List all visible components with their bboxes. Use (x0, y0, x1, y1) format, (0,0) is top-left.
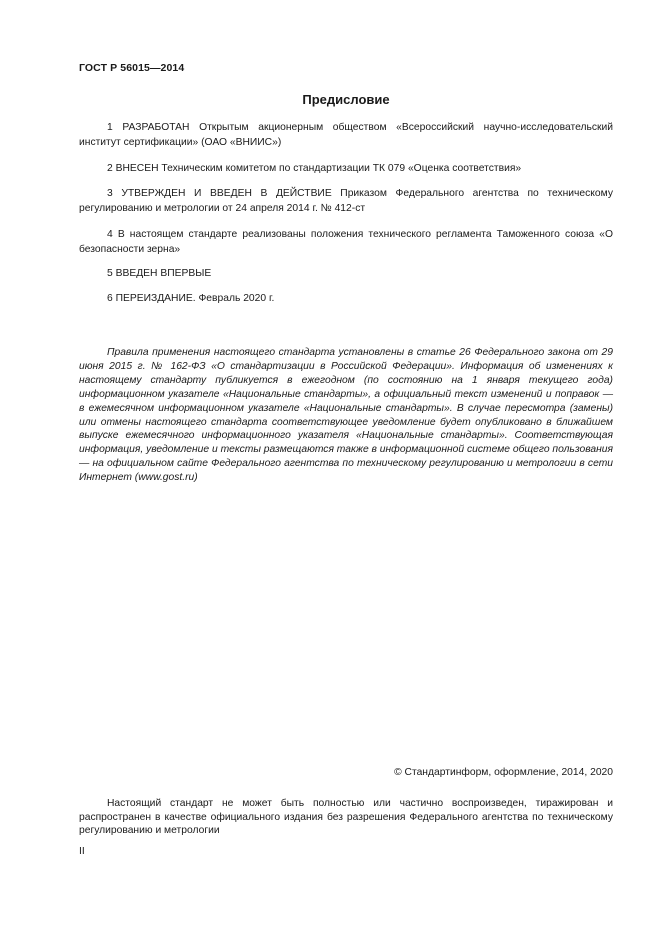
preface-item-1: 1 РАЗРАБОТАН Открытым акционерным обществом «Всероссийский научно-исследовательский институт сертификации» (ОАО «ВНИИС») (79, 122, 613, 148)
application-rules-notice: Правила применения настоящего стандарта установлены в статье 26 Федерального закона от 29 июня 2015 г. № 162-ФЗ «О стандартизации в Российской Федерации». Информация об изменениях к настоящему стандарту публикуется в ежегодном (по состоянию на 1 января текущего года) информационном указателе «Национальные стандарты», а официальный текст изменений и поправок — в ежемесячном информационном указателе «Национальные стандарты». В случае пересмотра (замены) или отмены настоящего стандарта соответствующее уведомление будет опубликовано в ближайшем выпуске ежемесячного информационного указателя «Национальные стандарты». Соответствующая информация, уведомление и тексты размещаются также в информационной системе общего пользования — на официальном сайте Федерального агентства по техническому регулированию и метрологии в сети Интернет (www.gost.ru) (79, 347, 613, 484)
copyright-line: © Стандартинформ, оформление, 2014, 2020 (394, 767, 613, 778)
page-title: Предисловие (302, 92, 390, 107)
page-number: II (79, 846, 85, 857)
preface-item-2: 2 ВНЕСЕН Техническим комитетом по стандартизации ТК 079 «Оценка соответствия» (107, 163, 522, 174)
preface-item-5: 5 ВВЕДЕН ВПЕРВЫЕ (107, 268, 212, 279)
preface-item-6: 6 ПЕРЕИЗДАНИЕ. Февраль 2020 г. (107, 293, 275, 304)
preface-item-3: 3 УТВЕРЖДЕН И ВВЕДЕН В ДЕЙСТВИЕ Приказом Федерального агентства по техническому регулированию и метрологии от 24 апреля 2014 г. № 412-ст (79, 188, 613, 214)
reproduction-rights-notice: Настоящий стандарт не может быть полностью или частично воспроизведен, тиражирован и распространен в качестве официального издания без разрешения Федерального агентства по техническому регулированию и метрологии (79, 798, 613, 837)
standard-code: ГОСТ Р 56015—2014 (79, 62, 185, 74)
preface-item-4: 4 В настоящем стандарте реализованы положения технического регламента Таможенного союза «О безопасности зерна» (79, 229, 613, 255)
